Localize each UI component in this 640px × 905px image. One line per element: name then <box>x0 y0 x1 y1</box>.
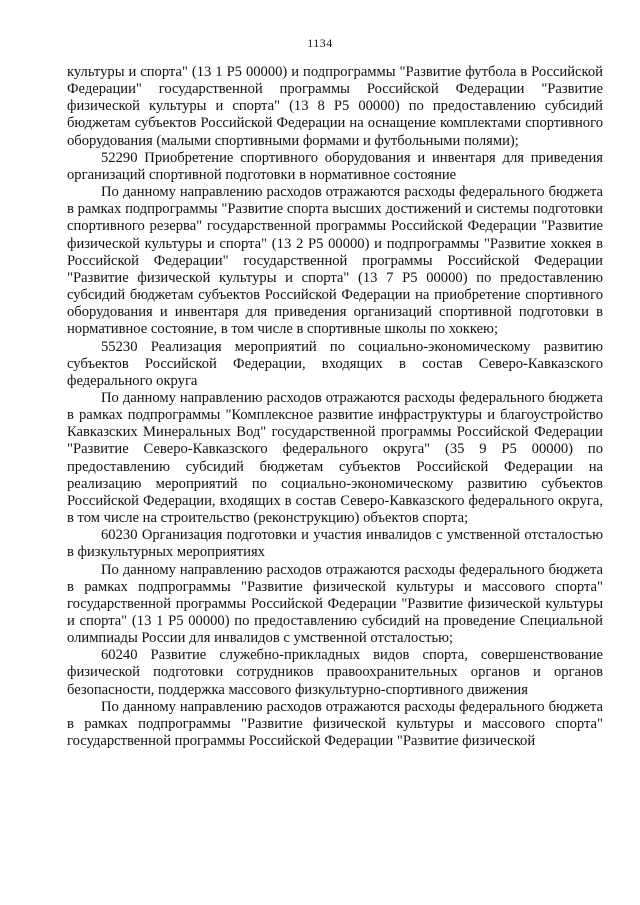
section-heading-55230: 55230 Реализация мероприятий по социально-экономическому развитию субъектов Российской Федерации, входящих в состав Северо-Кавказского федерального округа <box>67 338 603 389</box>
paragraph-60240-description: По данному направлению расходов отражаются расходы федерального бюджета в рамках подпрограммы "Развитие физической культуры и массового спорта" государственной программы Российской Федерации "Развитие физической <box>67 698 603 750</box>
section-heading-60230: 60230 Организация подготовки и участия инвалидов с умственной отсталостью в физкультурных мероприятиях <box>67 527 603 561</box>
paragraph-52290-description: По данному направлению расходов отражаются расходы федерального бюджета в рамках подпрограммы "Развитие спорта высших достижений и системы подготовки спортивного резерва" государственной программы Российской Федерации "Развитие физической культуры и спорта" (13 2 Р5 00000) и подпрограммы "Развитие хоккея в Российской Федерации" государственной программы Российской Федерации "Развитие физической культуры и спорта" (13 7 Р5 00000) по предоставлению субсидий бюджетам субъектов Российской Федерации на приобретение спортивного оборудования и инвентаря для приведения организаций спортивной подготовки в нормативное состояние, в том числе в спортивные школы по хоккею; <box>67 184 603 338</box>
paragraph-55230-description: По данному направлению расходов отражаются расходы федерального бюджета в рамках подпрограммы "Комплексное развитие инфраструктуры и благоустройство Кавказских Минеральных Вод" государственной программы Российской Федерации "Развитие Северо-Кавказского федерального округа" (35 9 Р5 00000) по предоставлению субсидий бюджетам субъектов Российской Федерации на реализацию мероприятий по социально-экономическому развитию субъектов Российской Федерации, входящих в состав Северо-Кавказского федерального округа, в том числе на строительство (реконструкцию) объектов спорта; <box>67 389 603 527</box>
paragraph-60230-description: По данному направлению расходов отражаются расходы федерального бюджета в рамках подпрограммы "Развитие физической культуры и массового спорта" государственной программы Российской Федерации "Развитие физической культуры и спорта" (13 1 Р5 00000) по предоставлению субсидий на проведение Специальной олимпиады России для инвалидов с умственной отсталостью; <box>67 561 603 647</box>
section-heading-52290: 52290 Приобретение спортивного оборудования и инвентаря для приведения организаций спортивной подготовки в нормативное состояние <box>67 149 603 183</box>
section-heading-60240: 60240 Развитие служебно-прикладных видов спорта, совершенствование физической подготовки сотрудников правоохранительных органов и органов безопасности, поддержка массового физкультурно-спортивного движения <box>67 647 603 698</box>
paragraph-continuation: культуры и спорта" (13 1 Р5 00000) и подпрограммы "Развитие футбола в Российской Федерации" государственной программы Российской Федерации "Развитие физической культуры и спорта" (13 8 Р5 00000) по предоставлению субсидий бюджетам субъектов Российской Федерации на оснащение комплектами спортивного оборудования (малыми спортивными формами и футбольными полями); <box>67 64 603 149</box>
document-body <box>67 64 603 750</box>
page-number: 1134 <box>307 36 333 50</box>
